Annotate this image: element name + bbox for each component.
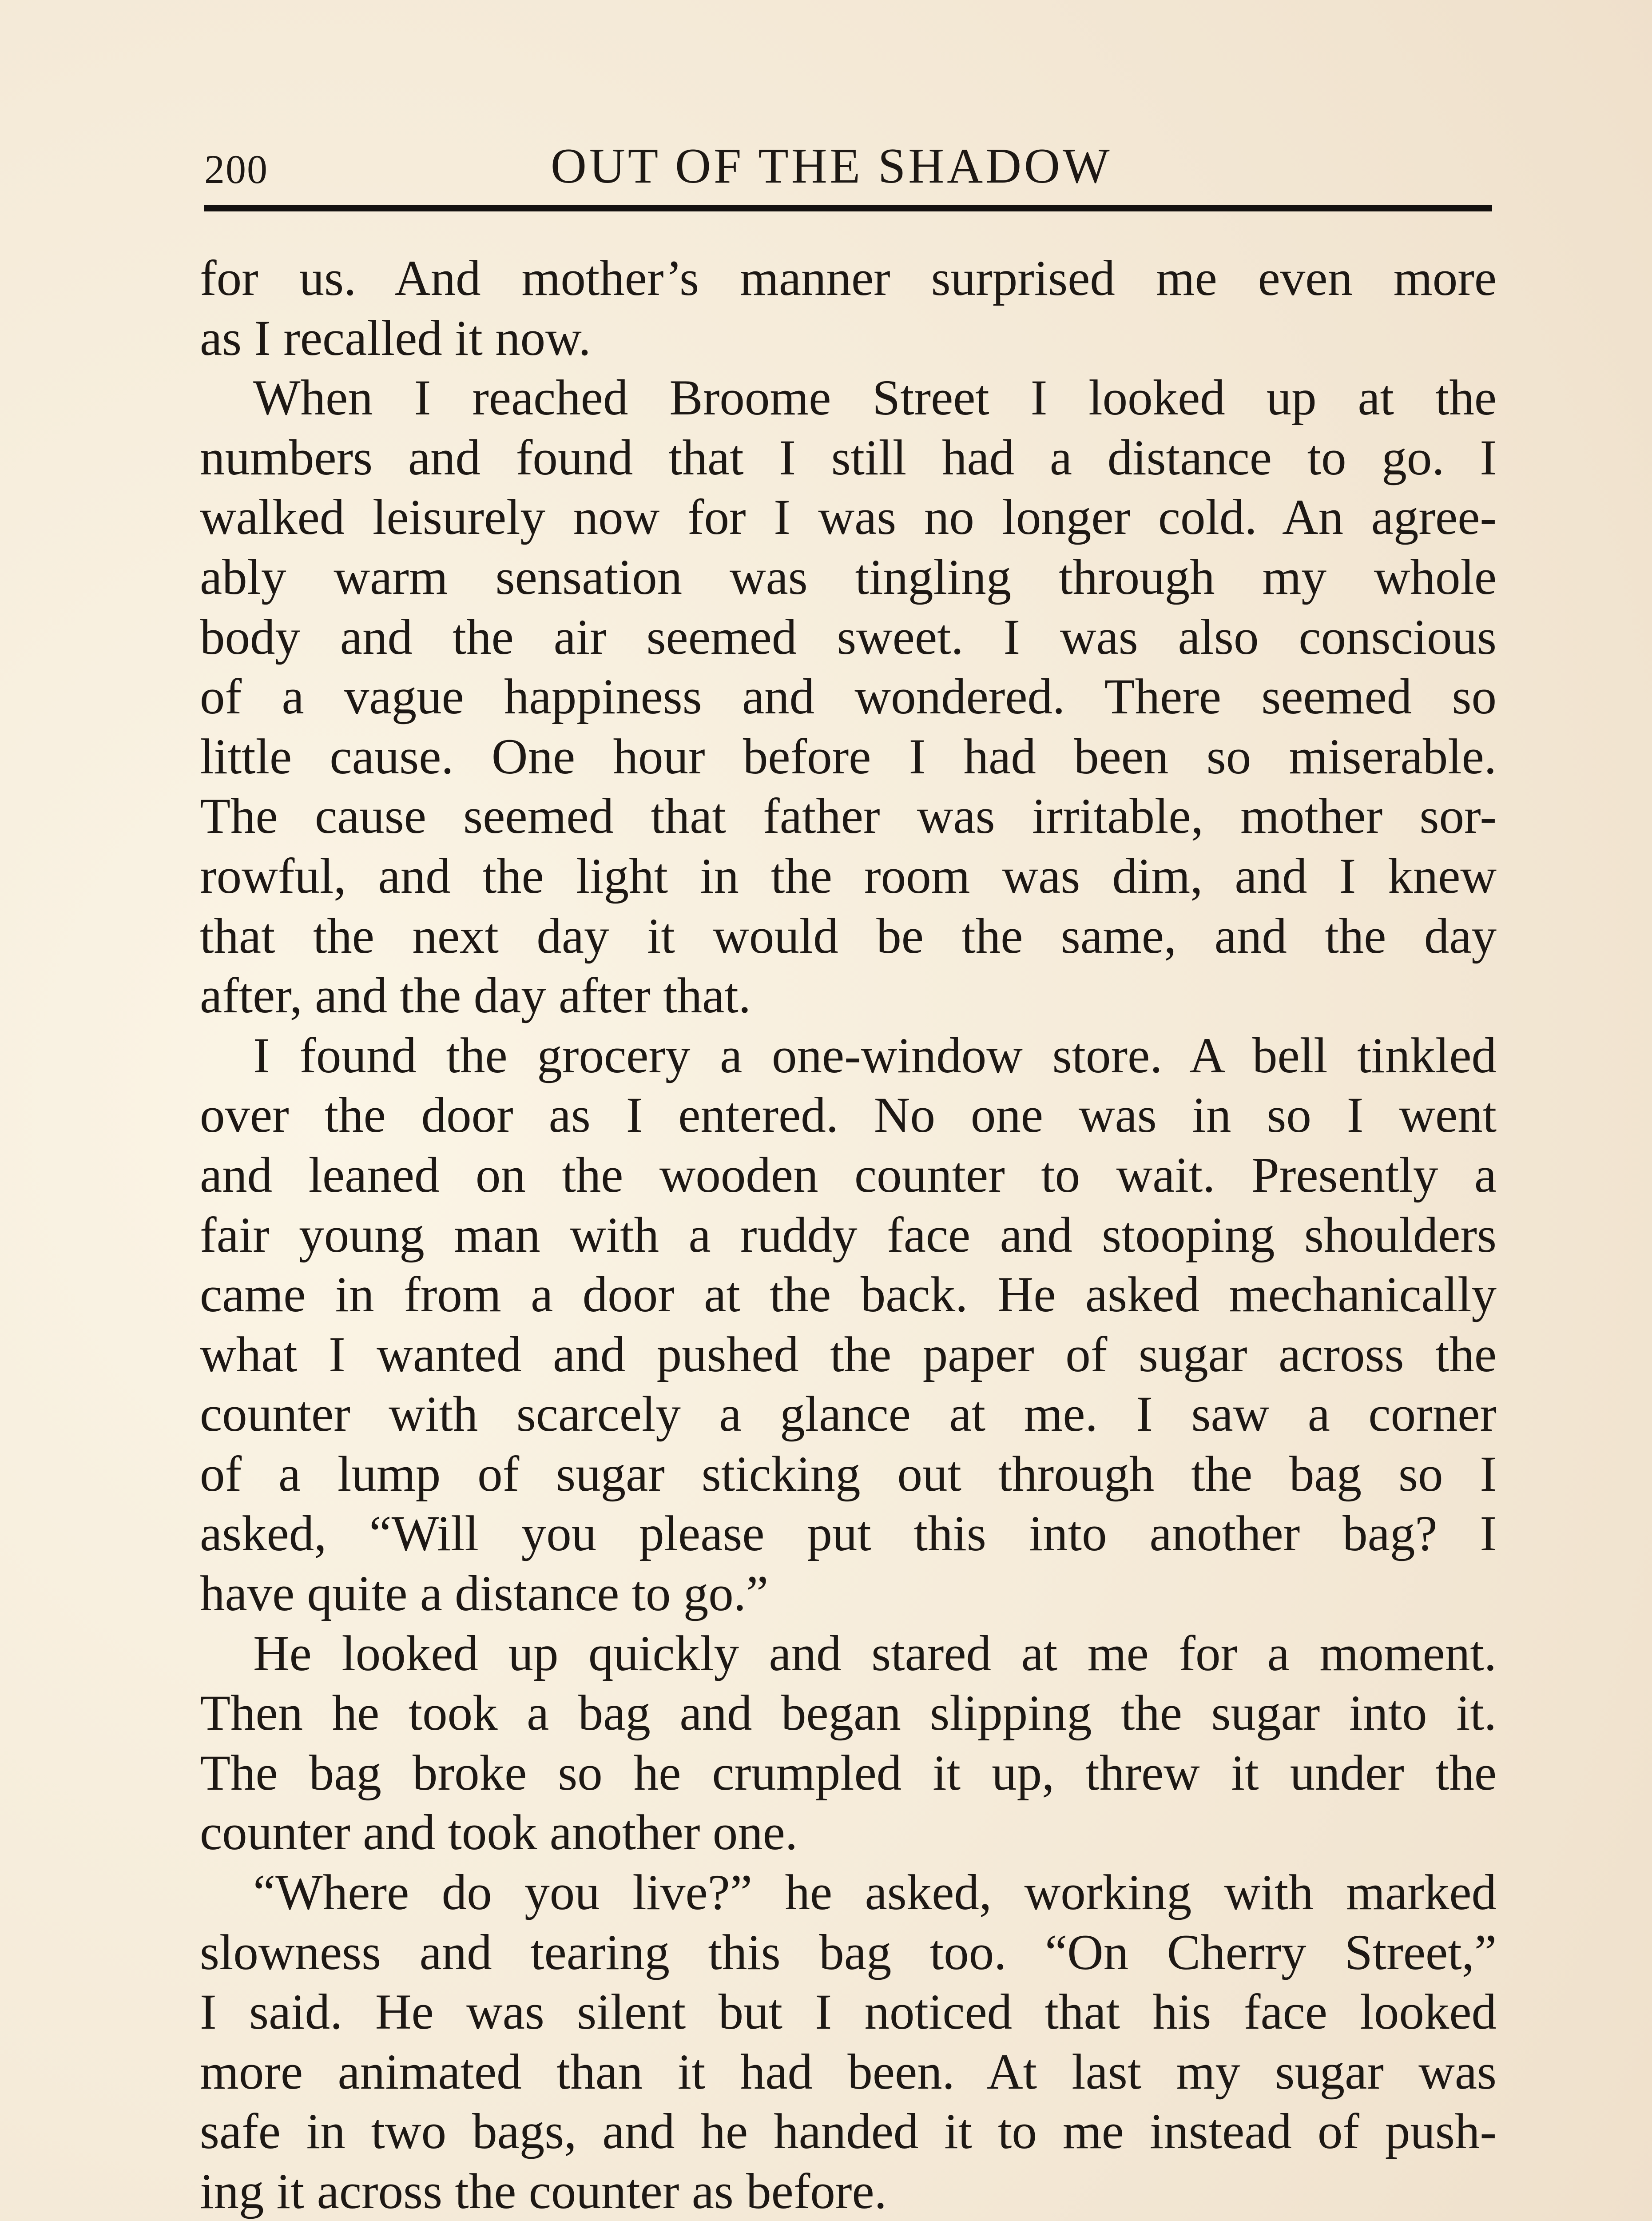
text-line: have quite a distance to go.” xyxy=(200,1566,769,1622)
text-line: that the next day it would be the same, and the day xyxy=(200,908,1497,964)
text-line: I found the grocery a one-window store. A bell tinkled xyxy=(253,1027,1497,1083)
text-line: counter with scarcely a glance at me. I saw a corner xyxy=(200,1386,1497,1442)
text-line: “Where do you live?” he asked, working with marked xyxy=(253,1865,1497,1921)
text-line: little cause. One hour before I had been so miserable. xyxy=(200,728,1497,784)
page-number: 200 xyxy=(204,147,268,192)
body-text xyxy=(200,249,1497,2221)
text-line: and leaned on the wooden counter to wait. Presently a xyxy=(200,1147,1497,1203)
text-line: as I recalled it now. xyxy=(200,310,591,366)
text-line: of a vague happiness and wondered. There seemed so xyxy=(200,669,1497,725)
text-line: fair young man with a ruddy face and stooping shoulders xyxy=(200,1207,1497,1263)
text-line: numbers and found that I still had a distance to go. I xyxy=(200,430,1497,486)
text-line: When I reached Broome Street I looked up at the xyxy=(253,370,1497,426)
text-line: ing it across the counter as before. xyxy=(200,2164,887,2219)
text-line: for us. And mother’s manner surprised me even more xyxy=(200,251,1497,306)
text-line: over the door as I entered. No one was in so I went xyxy=(200,1087,1497,1143)
page-header xyxy=(204,129,1492,200)
text-line: what I wanted and pushed the paper of sugar across the xyxy=(200,1326,1497,1382)
text-line: more animated than it had been. At last my sugar was xyxy=(200,2044,1497,2100)
text-line: after, and the day after that. xyxy=(200,968,751,1024)
running-title: OUT OF THE SHADOW xyxy=(551,139,1112,194)
header-rule xyxy=(204,205,1492,211)
text-line: safe in two bags, and he handed it to me instead of push- xyxy=(200,2104,1497,2160)
text-line: ably warm sensation was tingling through my whole xyxy=(200,549,1497,605)
text-line: walked leisurely now for I was no longer cold. An agree- xyxy=(200,490,1497,545)
text-line: counter and took another one. xyxy=(200,1805,798,1861)
text-line: Then he took a bag and began slipping the sugar into it. xyxy=(200,1685,1497,1741)
text-line: slowness and tearing this bag too. “On Cherry Street,” xyxy=(200,1924,1497,1980)
text-line: The cause seemed that father was irritable, mother sor- xyxy=(200,788,1497,844)
text-line: The bag broke so he crumpled it up, threw it under the xyxy=(200,1745,1497,1801)
text-line: asked, “Will you please put this into another bag? I xyxy=(200,1506,1497,1562)
text-line: He looked up quickly and stared at me for a moment. xyxy=(253,1625,1497,1681)
text-line: body and the air seemed sweet. I was also conscious xyxy=(200,609,1497,665)
text-line: of a lump of sugar sticking out through the bag so I xyxy=(200,1446,1497,1502)
text-line: came in from a door at the back. He asked mechanically xyxy=(200,1267,1497,1323)
text-line: rowful, and the light in the room was dim, and I knew xyxy=(200,848,1497,904)
text-line: I said. He was silent but I noticed that his face looked xyxy=(200,1984,1497,2040)
